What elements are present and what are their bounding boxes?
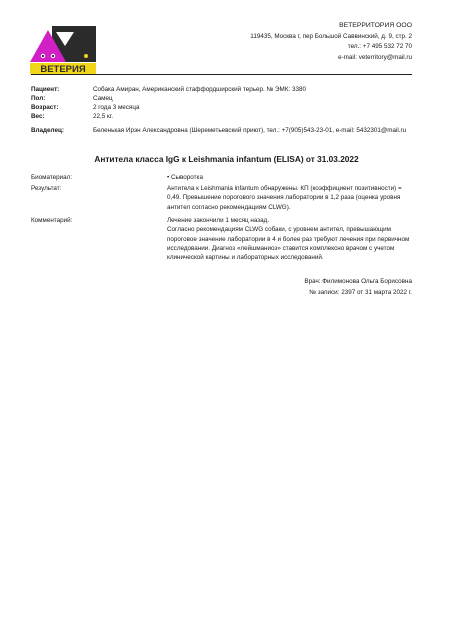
age-label: Возраст: bbox=[31, 104, 59, 111]
doctor-name: Врач: Филимонова Ольга Борисовна bbox=[304, 278, 412, 285]
weight-value: 22,5 кг. bbox=[93, 113, 114, 120]
comment-value bbox=[167, 216, 417, 262]
comment-label: Комментарий: bbox=[31, 217, 73, 224]
clinic-name: ВЕТЕРРИТОРИЯ ООО bbox=[339, 22, 412, 29]
signature-block bbox=[304, 277, 412, 298]
patient-label: Пациент: bbox=[31, 86, 60, 93]
sex-value: Самец bbox=[93, 95, 113, 102]
owner-value: Беленькая Ирэн Александровна (Шереметьевский приют), тел.: +7(905)543-23-01, e-mail: 5432301@mail.ru bbox=[93, 127, 407, 134]
result-value: Антитела к Leishmania infantum обнаружены. КП (коэффициент позитивности) = 0,49. Превышение порогового значения лаборатории в 1,2 раза (оценка уровня антител согласно рекомендациям CLWG). bbox=[167, 185, 402, 211]
record-number: № записи: 2397 от 31 марта 2022 г. bbox=[309, 288, 412, 296]
header-divider bbox=[31, 74, 412, 75]
result-label: Результат: bbox=[31, 185, 62, 192]
logo-text: ВЕТЕРИЯ bbox=[40, 64, 86, 74]
clinic-phone: тел.: +7 495 532 72 70 bbox=[347, 43, 412, 50]
clinic-address: 119435, Москва г, пер Большой Саввинский, д. 9, стр. 2 bbox=[250, 32, 412, 40]
clinic-email: e-mail: veterritory@mail.ru bbox=[338, 53, 412, 61]
comment-line-2: Согласно рекомендациям CLWG собаки, с уровнем антител, превышающим пороговое значение лаборатории в 4 и более раз требуют лечения при первичном исследовании. Диагноз «лейшманиоз» ставится комплексно врачом с учетом клинической картины и лабораторных исследований. bbox=[167, 226, 410, 262]
clinic-logo bbox=[30, 26, 96, 74]
comment-line-1: Лечение закончили 1 месяц назад. bbox=[167, 217, 270, 224]
clinic-header bbox=[250, 21, 412, 63]
owner-label: Владелец: bbox=[31, 127, 64, 134]
weight-label: Вес: bbox=[31, 113, 45, 120]
patient-value: Собака Амиран, Американский стаффордширский терьер. № ЭМК: 3380 bbox=[93, 86, 306, 93]
sex-label: Пол: bbox=[31, 95, 46, 102]
logo-eye-yellow bbox=[84, 54, 88, 58]
biomaterial-label: Биоматериал: bbox=[31, 174, 73, 181]
report-title: Антитела класса IgG к Leishmania infantum (ELISA) от 31.03.2022 bbox=[94, 154, 359, 164]
biomaterial-value: • Сыворотка bbox=[167, 174, 203, 181]
age-value: 2 года 3 месяца bbox=[93, 104, 140, 111]
